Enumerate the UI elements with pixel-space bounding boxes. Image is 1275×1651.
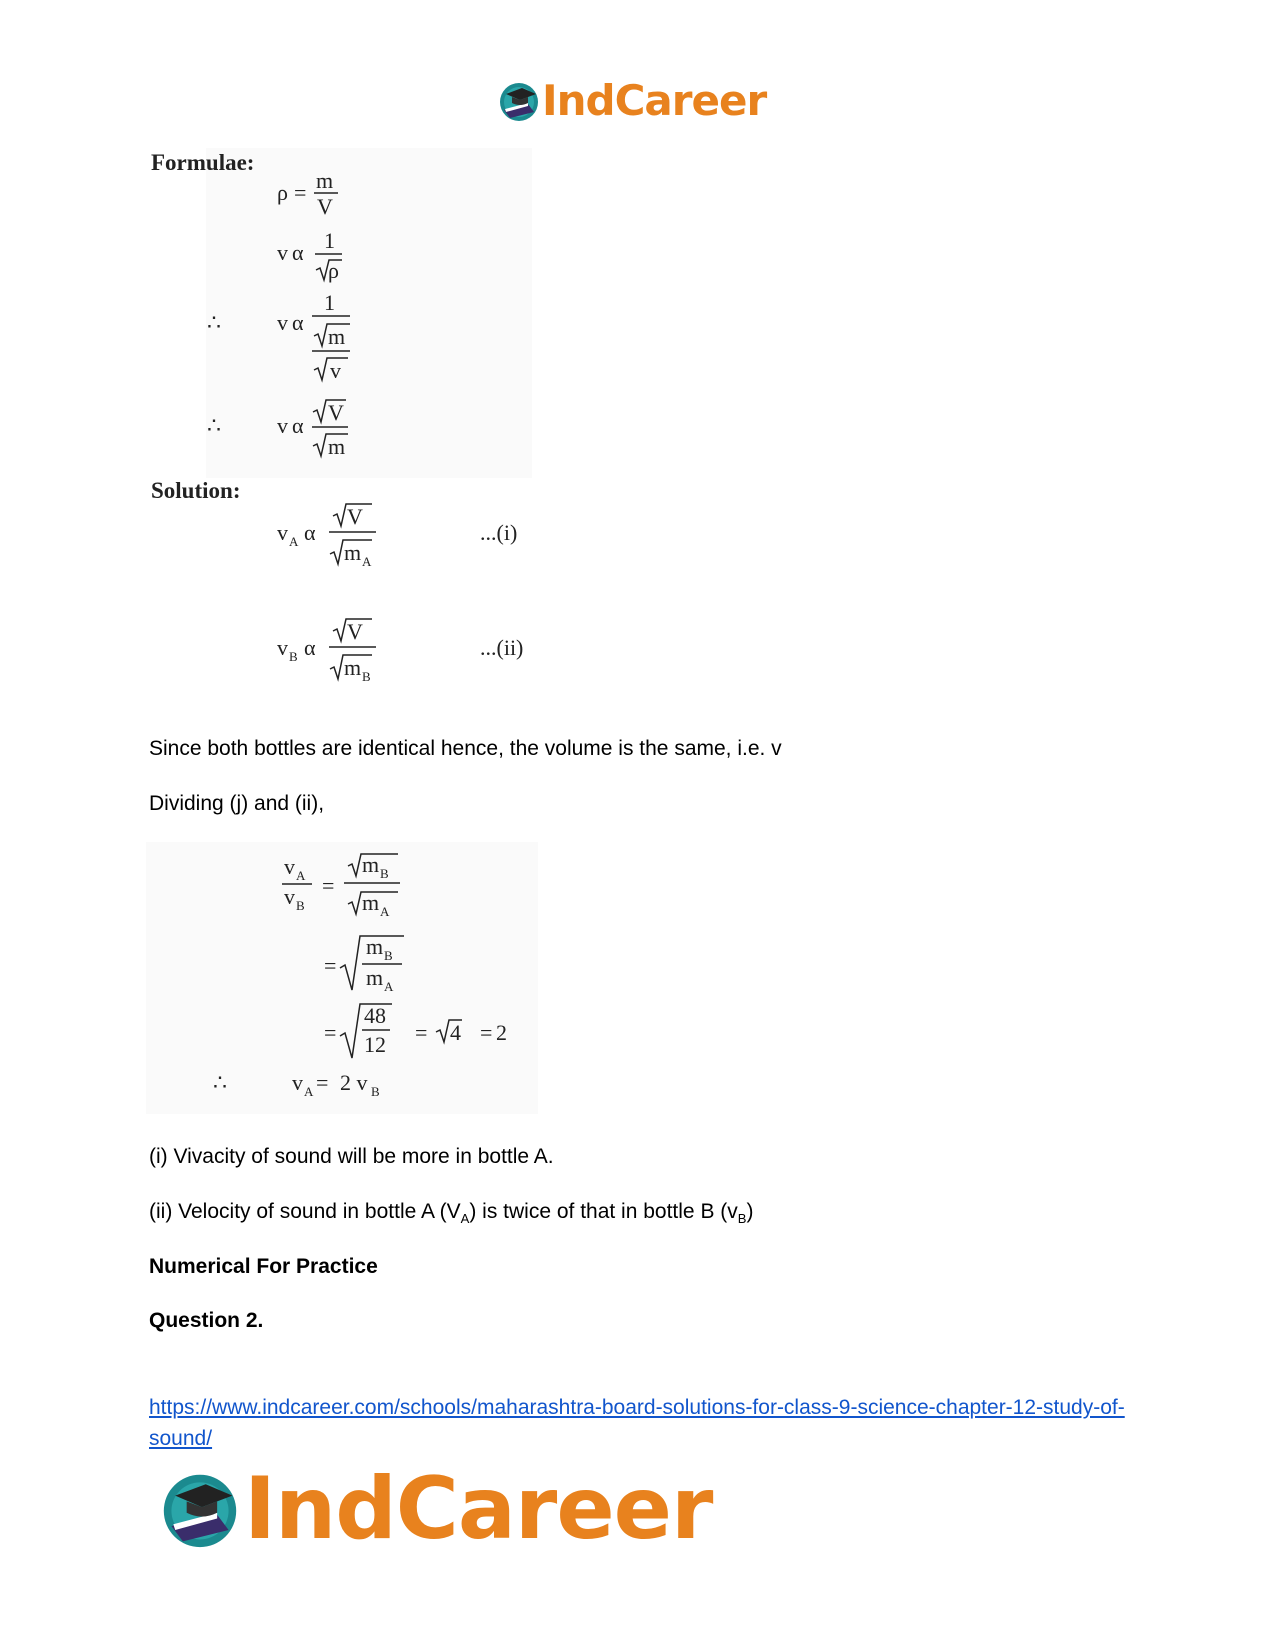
eq-label-i: ...(i) <box>480 520 518 545</box>
sqrt-m: m <box>328 324 346 349</box>
sqrt-m: m <box>328 434 346 459</box>
sqrt-m: m <box>344 540 362 565</box>
subscript-A: A <box>304 1084 314 1099</box>
denominator-rho: ρ <box>328 258 339 283</box>
alpha-symbol: α <box>292 413 304 438</box>
paragraph-vivacity: (i) Vivacity of sound will be more in bottle A. <box>149 1145 554 1168</box>
number-12: 12 <box>364 1032 386 1057</box>
result-two: 2 <box>496 1020 507 1045</box>
subscript-B: B <box>362 669 371 684</box>
subscript-A: A <box>380 904 390 919</box>
v-symbol: v <box>284 854 295 879</box>
equals-sign: = <box>322 873 335 898</box>
graduate-cap-book-icon <box>498 80 540 122</box>
therefore-1: ∴ <box>207 310 221 335</box>
equals-sign: = <box>324 953 337 978</box>
v-symbol: v <box>277 240 288 265</box>
solution-heading: Solution: <box>151 478 241 503</box>
alpha-symbol: α <box>304 635 316 660</box>
subscript-A: A <box>289 534 299 549</box>
denominator-V: V <box>317 194 333 219</box>
v-symbol: v <box>284 884 295 909</box>
sqrt-V: V <box>328 400 344 425</box>
numerator-m: m <box>366 934 384 959</box>
subscript-B: B <box>289 649 298 664</box>
source-link[interactable]: https://www.indcareer.com/schools/maharashtra-board-solutions-for-class-9-science-chapter-12-study-of-sound/ <box>149 1396 1125 1450</box>
velocity-text-b: ) is twice of that in bottle B (v <box>469 1200 738 1223</box>
subscript-A: A <box>296 868 306 883</box>
result-rhs: 2 v <box>340 1070 368 1095</box>
velocity-text-a: (ii) Velocity of sound in bottle A (V <box>149 1200 461 1223</box>
v-symbol: v <box>277 520 288 545</box>
equals-sign: = <box>480 1020 493 1045</box>
equals-sign: = <box>415 1020 428 1045</box>
paragraph-velocity <box>149 1199 753 1232</box>
denominator-m: m <box>366 965 384 990</box>
equals-sign: = <box>324 1020 337 1045</box>
sqrt-V: V <box>347 504 363 529</box>
sqrt-m: m <box>344 655 362 680</box>
graduate-cap-book-icon <box>160 1469 240 1549</box>
formulae-heading: Formulae: <box>151 150 255 175</box>
heading-question-2: Question 2. <box>149 1309 264 1332</box>
sqrt-m: m <box>362 890 380 915</box>
subscript-B: B <box>296 898 305 913</box>
v-symbol: v <box>277 413 288 438</box>
subscript-B: B <box>380 866 389 881</box>
paragraph-dividing: Dividing (j) and (ii), <box>149 792 325 815</box>
equals-sign: = <box>294 180 307 205</box>
sqrt-4-value: 4 <box>450 1020 461 1045</box>
sqrt-V: V <box>347 619 363 644</box>
subscript-A: A <box>384 979 394 994</box>
number-48: 48 <box>364 1003 386 1028</box>
formula-block <box>140 140 560 710</box>
subscript-B: B <box>371 1084 380 1099</box>
therefore-2: ∴ <box>207 413 221 438</box>
division-block <box>140 840 560 1120</box>
sqrt-m: m <box>362 852 380 877</box>
v-symbol: v <box>277 310 288 335</box>
v-symbol: v <box>292 1070 303 1095</box>
rho-symbol: ρ <box>277 180 288 205</box>
subscript-B: B <box>384 948 393 963</box>
paragraph-identical-bottles: Since both bottles are identical hence, the volume is the same, i.e. v <box>149 737 782 760</box>
brand-wordmark: IndCareer <box>244 1459 713 1559</box>
equals-sign: = <box>316 1070 329 1095</box>
eq-label-ii: ...(ii) <box>480 635 524 660</box>
v-symbol: v <box>277 635 288 660</box>
numerator-one: 1 <box>324 228 335 253</box>
header-logo <box>498 76 767 125</box>
brand-wordmark: IndCareer <box>542 76 767 125</box>
subscript-A: A <box>362 554 372 569</box>
numerator-one: 1 <box>324 290 335 315</box>
alpha-symbol: α <box>292 310 304 335</box>
sqrt-v: v <box>330 358 341 383</box>
alpha-symbol: α <box>292 240 304 265</box>
numerator-m: m <box>316 168 334 193</box>
velocity-sub-b: B <box>737 1211 747 1227</box>
velocity-text-c: ) <box>746 1200 754 1223</box>
velocity-sub-a: A <box>460 1211 470 1227</box>
heading-numerical-practice: Numerical For Practice <box>149 1255 378 1278</box>
alpha-symbol: α <box>304 520 316 545</box>
footer-logo <box>160 1459 713 1559</box>
therefore-3: ∴ <box>213 1070 227 1095</box>
